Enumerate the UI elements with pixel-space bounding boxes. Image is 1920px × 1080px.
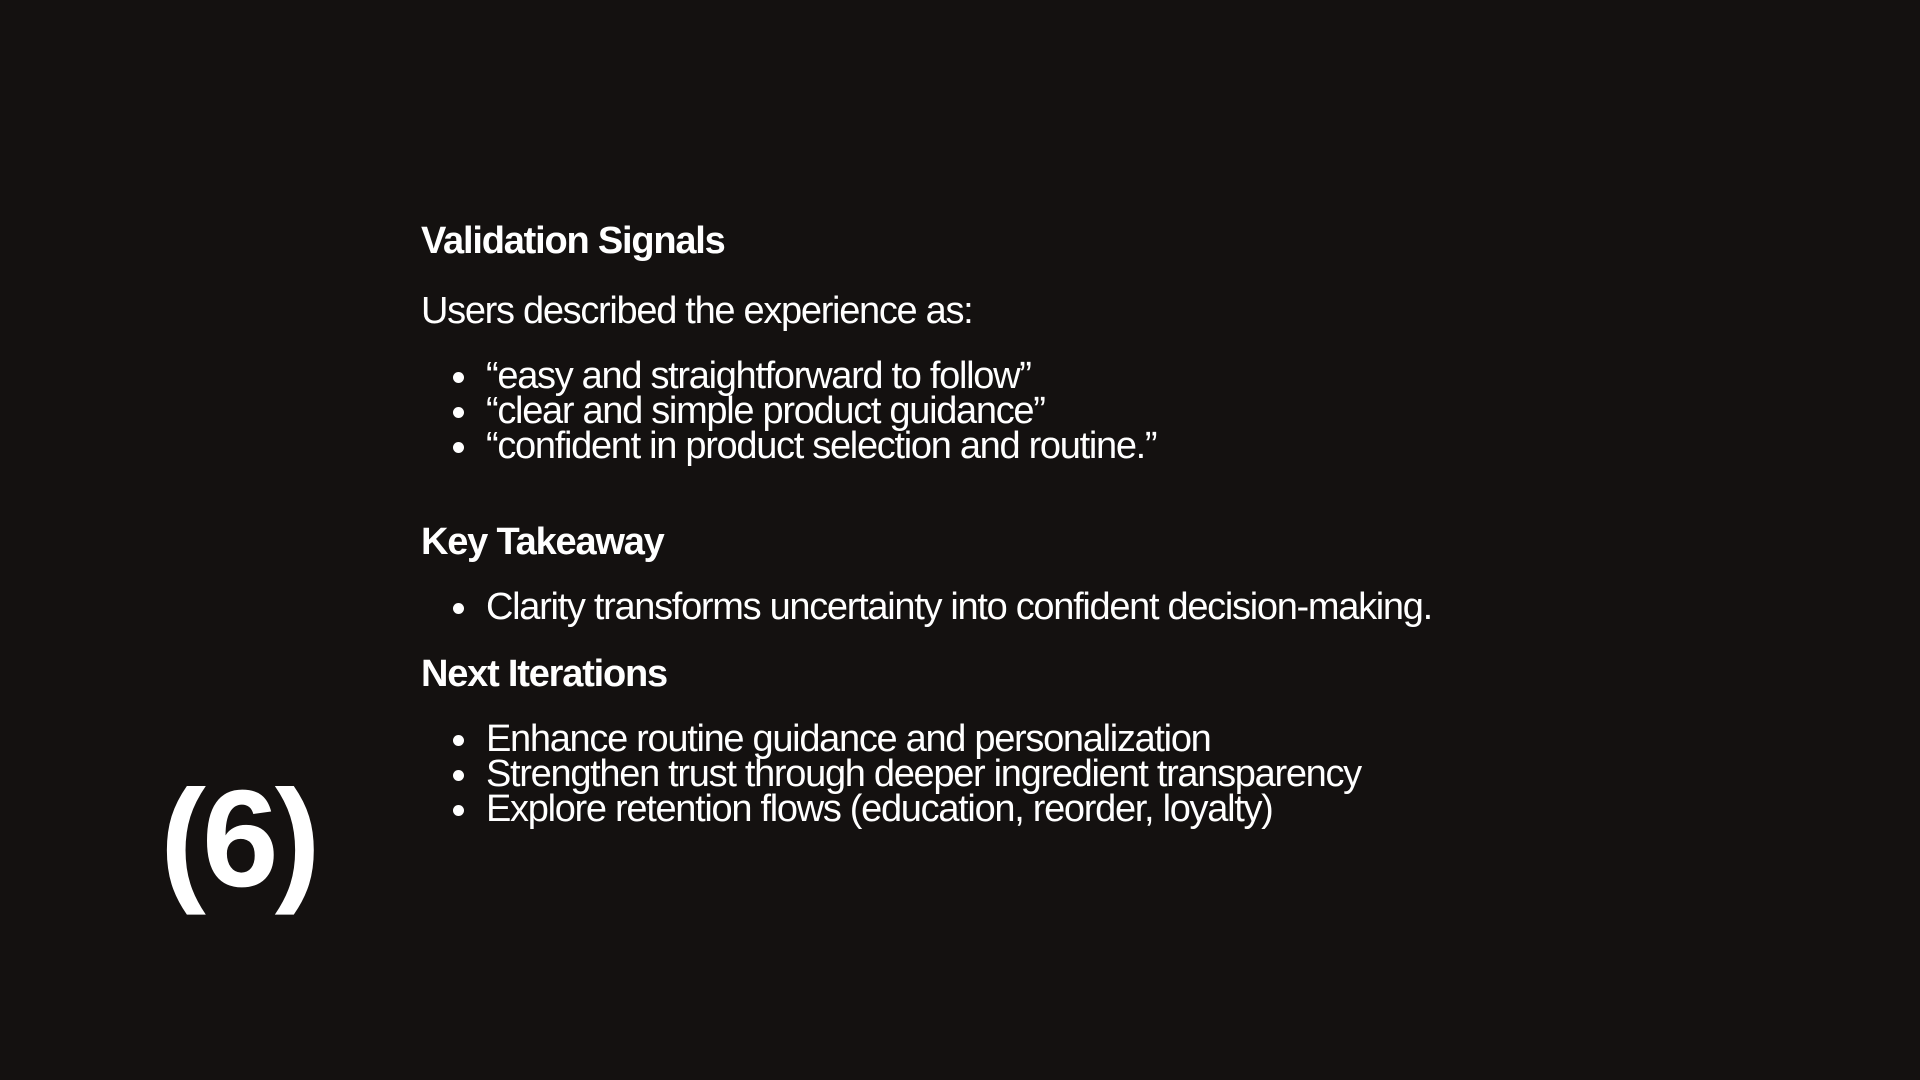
list-item: Strengthen trust through deeper ingredient transparency bbox=[421, 757, 1621, 792]
takeaway-heading: Key Takeaway bbox=[421, 521, 664, 563]
list-item: Clarity transforms uncertainty into confident decision-making. bbox=[421, 590, 1621, 625]
validation-intro: Users described the experience as: bbox=[421, 290, 973, 332]
takeaway-list bbox=[421, 586, 1621, 628]
list-item: “easy and straightforward to follow” bbox=[421, 359, 1621, 394]
next-iterations-heading: Next Iterations bbox=[421, 653, 667, 695]
validation-heading: Validation Signals bbox=[421, 220, 725, 262]
list-item: “confident in product selection and routine.” bbox=[421, 429, 1621, 464]
list-item: Enhance routine guidance and personalization bbox=[421, 722, 1621, 757]
slide-content bbox=[421, 215, 1621, 830]
list-item: “clear and simple product guidance” bbox=[421, 394, 1621, 429]
list-item: Explore retention flows (education, reorder, loyalty) bbox=[421, 792, 1621, 827]
page-number: (6) bbox=[160, 762, 317, 916]
validation-quotes-list bbox=[421, 355, 1621, 467]
next-iterations-list bbox=[421, 718, 1621, 830]
